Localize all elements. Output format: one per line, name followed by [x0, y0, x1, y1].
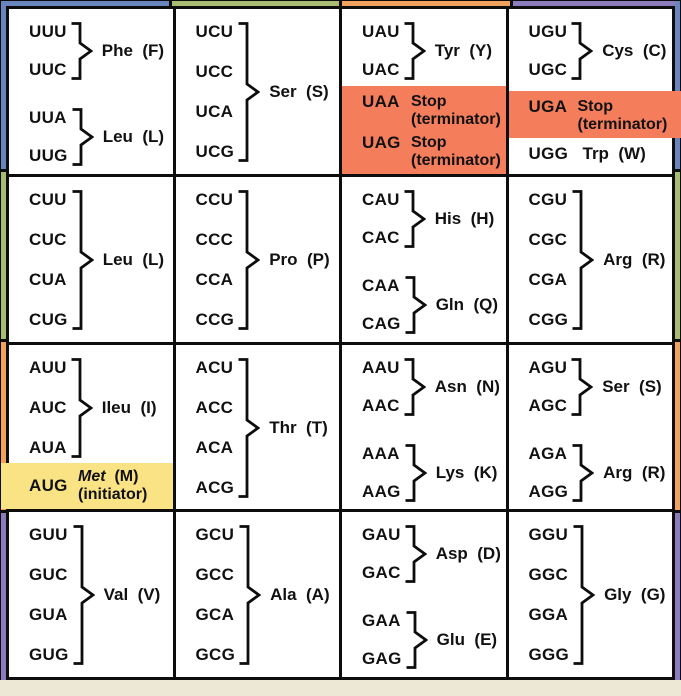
- bracket-icon: [237, 189, 260, 331]
- codon-group: [362, 275, 506, 335]
- amino-acid-label: Tyr (Y): [434, 41, 493, 60]
- codon-cell-C-A: [342, 177, 506, 342]
- codon-group: [29, 189, 173, 331]
- codon-cell-G-A: [342, 512, 506, 677]
- amino-acid-label: Thr (T): [269, 417, 328, 437]
- amino-acid-label: Arg (R): [603, 462, 666, 482]
- amino-acid-label: Cys (C): [602, 41, 667, 60]
- codon-UUG: UUG: [29, 146, 68, 165]
- codon-cell-G-G: [509, 512, 673, 677]
- codon-entry: [509, 98, 681, 134]
- codon-table: [6, 6, 675, 680]
- codon-UUA: UUA: [29, 108, 67, 127]
- codon-list: [196, 21, 235, 163]
- codon-UAA: UAA: [362, 91, 400, 111]
- bracket-icon: [403, 357, 426, 417]
- codon-list: [29, 357, 67, 459]
- bracket-icon: [71, 107, 94, 167]
- codon-GCU: GCU: [195, 525, 235, 545]
- codon-GAA: GAA: [362, 611, 401, 631]
- codon-ACA: ACA: [195, 437, 234, 457]
- codon-GAU: GAU: [362, 525, 401, 545]
- codon-list: [529, 443, 569, 503]
- entry-label-line2: (initiator): [78, 486, 148, 504]
- bracket-icon: [570, 357, 593, 417]
- codon-GGG: GGG: [528, 645, 570, 665]
- codon-cell-U-C: [176, 9, 340, 174]
- codon-cell-U-A: [342, 9, 506, 174]
- codon-group: [362, 610, 506, 670]
- codon-list: [29, 107, 68, 167]
- amino-acid-label: Arg (R): [603, 249, 666, 269]
- entry-label-line1: Stop: [411, 92, 447, 110]
- amino-acid-label: His (H): [434, 208, 495, 228]
- amino-acid-label: Leu (L): [102, 249, 165, 269]
- codon-GCC: GCC: [195, 565, 235, 585]
- frame-line-top: [0, 0, 681, 1]
- stop-codon-highlight: [342, 86, 506, 174]
- codon-entry: [1, 468, 173, 504]
- codon-AAC: AAC: [362, 395, 400, 415]
- codon-GUC: GUC: [29, 565, 68, 585]
- bracket-icon: [70, 21, 93, 81]
- amino-acid-label: Asn (N): [434, 376, 500, 396]
- codon-cell-C-C: [176, 177, 340, 342]
- amino-acid-label: Lys (K): [435, 462, 498, 482]
- codon-group: [362, 189, 506, 249]
- codon-CUA: CUA: [29, 269, 67, 289]
- amino-acid-label: Trp (W): [582, 143, 646, 163]
- entry-label-line1: Met (M): [78, 468, 139, 486]
- bracket-icon: [571, 443, 594, 503]
- codon-UCA: UCA: [195, 102, 234, 121]
- codon-group: [29, 357, 173, 459]
- codon-cell-A-G: [509, 345, 673, 510]
- entry-label-line1: Stop: [577, 97, 614, 115]
- codon-list: [529, 21, 568, 81]
- entry-label: [78, 468, 147, 504]
- codon-group: [529, 524, 673, 666]
- codon-list: [29, 189, 68, 331]
- codon-entry: [342, 134, 506, 170]
- codon-CAG: CAG: [362, 313, 401, 333]
- codon-group: [196, 357, 340, 499]
- codon-CUU: CUU: [29, 189, 67, 209]
- codon-CAU: CAU: [362, 189, 400, 209]
- codon-GUG: GUG: [29, 645, 69, 665]
- codon-list: [196, 524, 236, 666]
- codon-list: [362, 189, 400, 249]
- codon-cell-C-G: [509, 177, 673, 342]
- entry-label-line2: (terminator): [411, 110, 501, 128]
- bracket-icon: [237, 357, 260, 499]
- codon-GAG: GAG: [362, 649, 402, 669]
- codon-cell-A-U: [9, 345, 173, 510]
- codon-cell-C-U: [9, 177, 173, 342]
- codon-list: [362, 21, 400, 81]
- codon-cell-U-G: [509, 9, 673, 174]
- bracket-icon: [403, 21, 426, 81]
- codon-AGU: AGU: [528, 357, 568, 377]
- entry-label-line1: Stop: [411, 133, 447, 151]
- bracket-icon: [403, 189, 426, 249]
- codon-GCA: GCA: [195, 605, 235, 625]
- bracket-icon: [72, 524, 95, 666]
- amino-acid-label: Leu (L): [102, 127, 165, 146]
- amino-acid-label: Ser (S): [602, 376, 662, 396]
- codon-GUA: GUA: [29, 605, 68, 625]
- entry-label-line2: (terminator): [411, 151, 501, 169]
- codon-GGA: GGA: [528, 605, 569, 625]
- codon-CUC: CUC: [29, 229, 67, 249]
- codon-AUC: AUC: [29, 397, 67, 417]
- bracket-icon: [571, 189, 594, 331]
- amino-acid-label: Val (V): [103, 585, 161, 605]
- bracket-icon: [570, 21, 593, 81]
- codon-CAC: CAC: [362, 227, 400, 247]
- bracket-icon: [572, 524, 595, 666]
- codon-list: [196, 189, 235, 331]
- codon-cell-G-U: [9, 512, 173, 677]
- codon-list: [362, 275, 401, 335]
- codon-CCG: CCG: [195, 309, 235, 329]
- codon-ACG: ACG: [195, 477, 235, 497]
- entry-label: [411, 93, 501, 129]
- codon-list: [196, 357, 235, 499]
- codon-group: [29, 107, 173, 167]
- codon-CGC: CGC: [528, 229, 568, 249]
- codon-UGC: UGC: [528, 60, 568, 79]
- codon-group: [529, 357, 673, 417]
- amino-acid-label: Pro (P): [269, 249, 330, 269]
- codon-UGU: UGU: [528, 22, 568, 41]
- codon-CGG: CGG: [528, 309, 569, 329]
- codon-group: [29, 524, 173, 666]
- codon-group: [196, 189, 340, 331]
- amino-acid-label: Gly (G): [604, 585, 666, 605]
- codon-GGU: GGU: [528, 525, 569, 545]
- codon-list: [362, 610, 402, 670]
- codon-UAG: UAG: [362, 132, 401, 152]
- codon-cell-G-C: [176, 512, 340, 677]
- codon-AGC: AGC: [528, 395, 568, 415]
- codon-group: [362, 357, 506, 417]
- codon-entry: [342, 93, 506, 129]
- stop-codon-highlight: [509, 91, 681, 138]
- codon-AUG: AUG: [29, 476, 68, 496]
- codon-list: [529, 357, 568, 417]
- amino-acid-label: Ser (S): [269, 82, 329, 101]
- bracket-icon: [70, 357, 93, 459]
- bracket-icon: [237, 21, 260, 163]
- codon-UAC: UAC: [362, 60, 400, 79]
- codon-ACC: ACC: [195, 397, 234, 417]
- codon-group: [362, 443, 506, 503]
- codon-group: [529, 443, 673, 503]
- codon-AAG: AAG: [362, 481, 401, 501]
- codon-group: [529, 189, 673, 331]
- codon-UGA: UGA: [528, 96, 568, 116]
- page-margin-bottom: [0, 680, 681, 696]
- codon-group: [529, 21, 673, 81]
- codon-CCC: CCC: [195, 229, 234, 249]
- codon-group: [362, 21, 506, 81]
- codon-UCC: UCC: [195, 62, 234, 81]
- codon-group: [196, 524, 340, 666]
- codon-CGU: CGU: [528, 189, 568, 209]
- bracket-icon: [405, 610, 428, 670]
- entry-label-line2: (terminator): [577, 115, 668, 133]
- codon-AAA: AAA: [362, 443, 400, 463]
- amino-acid-label: Ileu (I): [101, 397, 157, 417]
- codon-GCG: GCG: [195, 645, 236, 665]
- bracket-icon: [404, 524, 427, 584]
- codon-group: [29, 21, 173, 81]
- codon-list: [362, 443, 401, 503]
- codon-CGA: CGA: [528, 269, 568, 289]
- amino-acid-label: Phe (F): [101, 41, 165, 60]
- codon-ACU: ACU: [195, 357, 234, 377]
- entry-label: [578, 98, 668, 134]
- codon-list: [29, 21, 67, 81]
- codon-GUU: GUU: [29, 525, 68, 545]
- codon-CUG: CUG: [29, 309, 68, 329]
- codon-list: [362, 357, 400, 417]
- codon-UUC: UUC: [29, 60, 67, 79]
- bracket-icon: [404, 275, 427, 335]
- codon-list: [529, 524, 570, 666]
- codon-UAU: UAU: [362, 22, 400, 41]
- codon-list: [29, 524, 69, 666]
- amino-acid-label: Asp (D): [435, 544, 501, 564]
- codon-AUA: AUA: [29, 437, 67, 457]
- bracket-icon: [238, 524, 261, 666]
- codon-cell-A-A: [342, 345, 506, 510]
- codon-CCA: CCA: [195, 269, 234, 289]
- codon-AGG: AGG: [528, 481, 569, 501]
- codon-UGG: UGG: [528, 143, 569, 163]
- codon-CAA: CAA: [362, 275, 400, 295]
- codon-list: [362, 524, 401, 584]
- codon-cell-U-U: [9, 9, 173, 174]
- codon-list: [529, 189, 569, 331]
- amino-acid-label: Glu (E): [436, 630, 498, 650]
- codon-GAC: GAC: [362, 563, 401, 583]
- codon-entry-flat: [529, 143, 673, 165]
- codon-CCU: CCU: [195, 189, 234, 209]
- codon-group: [362, 524, 506, 584]
- codon-AAU: AAU: [362, 357, 400, 377]
- codon-AGA: AGA: [528, 443, 568, 463]
- codon-UCG: UCG: [195, 142, 235, 161]
- bracket-icon: [404, 443, 427, 503]
- codon-GGC: GGC: [528, 565, 569, 585]
- codon-group: [196, 21, 340, 163]
- codon-cell-A-C: [176, 345, 340, 510]
- amino-acid-label: Ala (A): [270, 585, 330, 605]
- bracket-icon: [71, 189, 94, 331]
- entry-label: [411, 134, 501, 170]
- codon-UCU: UCU: [195, 22, 234, 41]
- codon-UUU: UUU: [29, 22, 67, 41]
- initiator-codon-highlight: [1, 463, 173, 509]
- frame-line-left: [0, 0, 1, 680]
- amino-acid-label: Gln (Q): [435, 294, 499, 314]
- codon-AUU: AUU: [29, 357, 67, 377]
